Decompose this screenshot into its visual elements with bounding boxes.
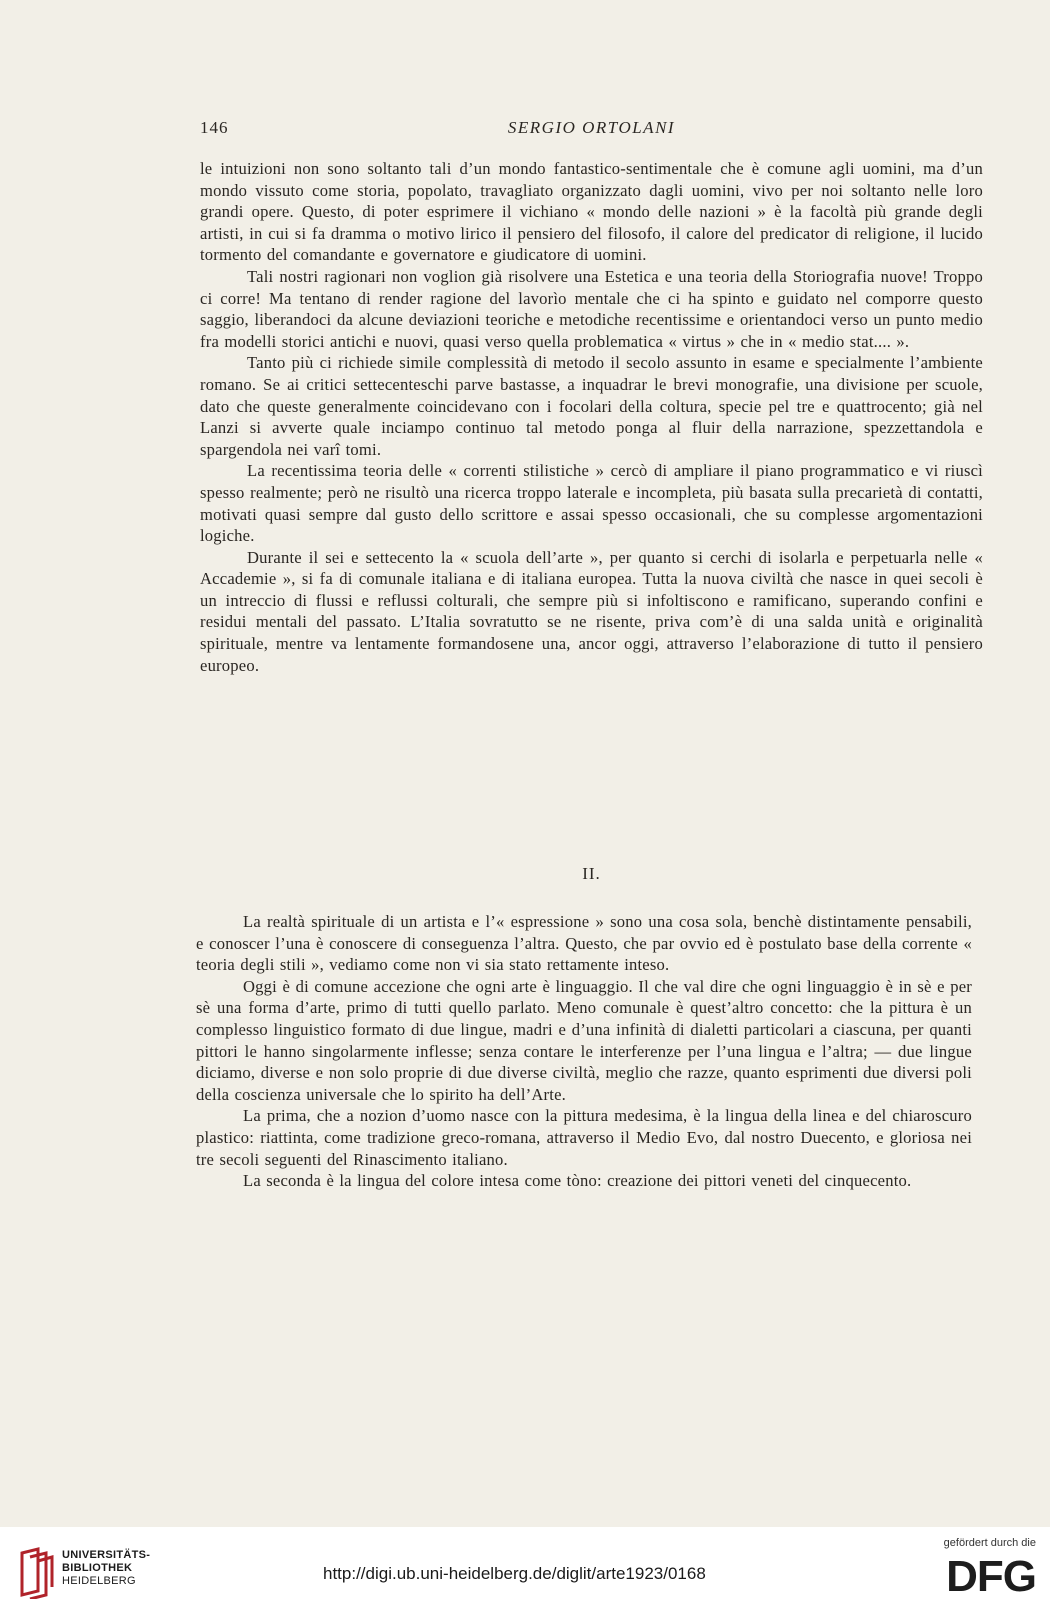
section-heading: II. <box>582 864 601 883</box>
running-head <box>200 118 983 144</box>
library-logo-icon <box>16 1547 56 1599</box>
text-block-after-section <box>196 911 972 1192</box>
text-block-before-section <box>200 158 983 676</box>
viewer-footer <box>0 1527 1050 1617</box>
permalink-url[interactable]: http://digi.ub.uni-heidelberg.de/diglit/arte1923/0168 <box>323 1564 706 1583</box>
paragraph: Tanto più ci richiede simile complessità di metodo il secolo assunto in esame e specialmente l’ambiente romano. Se ai critici settecenteschi parve bastasse, a inquadrar le brevi monografie, una divisione per scuole, dato che queste generalmente coincidevano con i focolari della coltura, specie pel tre e quattrocento; già nel Lanzi si avverte quale inciampo continuo tal metodo ponga al fluir della narrazione, spezzettandola e spargendola nei varî tomi. <box>200 353 983 459</box>
paragraph: La prima, che a nozion d’uomo nasce con la pittura medesima, è la lingua della linea e del chiaroscuro plastico: riattinta, come tradizione greco-romana, attraverso il Medio Evo, dal nostro Duecento, e gloriosa nei tre secoli seguenti del Rinascimento italiano. <box>196 1106 972 1169</box>
university-library-logo[interactable] <box>16 1547 166 1599</box>
paragraph: La seconda è la lingua del colore intesa come tòno: creazione dei pittori veneti del cinquecento. <box>243 1171 912 1191</box>
paragraph: le intuizioni non sono soltanto tali d’un mondo fantastico-sentimentale che è comune agli uomini, ma d’un mondo vissuto come storia, popolato, travagliato organizzato dagli uomini, vivo per noi soltanto nelle loro grandi opere. Questo, di poter esprimere il vichiano « mondo delle nazioni » è la facoltà più grande degli artisti, in cui si fa dramma o motivo lirico il pensiero del filosofo, il calore del predicator di religione, il lucido tormento del comandante e governatore e giudicatore di uomini. <box>200 159 983 265</box>
running-head-author: SERGIO ORTOLANI <box>507 118 676 137</box>
page-number: 146 <box>200 118 229 137</box>
funded-by-label: gefördert durch die <box>943 1537 1036 1549</box>
paragraph: La recentissima teoria delle « correnti stilistiche » cercò di ampliare il piano programmatico e vi riuscì spesso realmente; però ne risultò una ricerca troppo laterale e incompleta, più basata sulla precarietà di contatti, motivati quasi sempre dal gusto dello scrittore e assai spesso occasionali, che su complesse argomentazioni logiche. <box>200 461 983 546</box>
paragraph: Durante il sei e settecento la « scuola dell’arte », per quanto si cerchi di isolarla e perpetuarla nelle « Accademie », si fa di comunale italiana e di italiana europea. Tutta la nuova civiltà che nasce in quei secoli è un intreccio di flussi e reflussi colturali, che sempre più si infoltiscono e ramificano, superando confini e residui mentali del passato. L’Italia sovratutto se ne risente, priva com’è di una salda unità e originalità spirituale, mentre va lentamente formandosene una, ancor oggi, attraverso l’elaborazione di tutto il pensiero europeo. <box>200 547 983 675</box>
dfg-logo[interactable] <box>918 1537 1036 1611</box>
paragraph: Tali nostri ragionari non voglion già risolvere una Estetica e una teoria della Storiografia nuove! Troppo ci corre! Ma tentano di render ragione del lavorìo mentale che ci ha spinto e guidato nel comporre questo saggio, liberandoci da alcune deviazioni teoriche e metodiche recentissime e orientandoci verso un punto medio fra modelli storici antichi e nuovi, quasi verso quella problematica « virtus » che in « medio stat.... ». <box>200 266 983 351</box>
dfg-wordmark: DFG <box>946 1552 1036 1601</box>
library-name: UNIVERSITÄTS- BIBLIOTHEK HEIDELBERG <box>62 1549 151 1587</box>
paragraph: Oggi è di comune accezione che ogni arte è linguaggio. Il che val dire che ogni linguaggio è in sè e per sè una forma d’arte, primo di tutti quello parlato. Meno comunale è quest’altro concetto: che la pittura è un complesso linguistico formato di due lingue, madri e d’una infinità di dialetti particolari a ciascuna, per quanti pittori le hanno singolarmente inflesse; senza contare le interferenze per l’una lingua e l’altra; — due lingue diciamo, diverse e non solo proprie di due diverse civiltà, meglio che razze, quanto esprimenti due diversi poli della coscienza universale che lo spirito ha dell’Arte. <box>196 976 972 1104</box>
paragraph: La realtà spirituale di un artista e l’« espressione » sono una cosa sola, benchè distintamente pensabili, e conoscer l’una è conoscere di conseguenza l’altra. Questo, che par ovvio ed è postulato base della corrente « teoria degli stili », vediamo come non vi sia stato rettamente inteso. <box>196 912 972 975</box>
